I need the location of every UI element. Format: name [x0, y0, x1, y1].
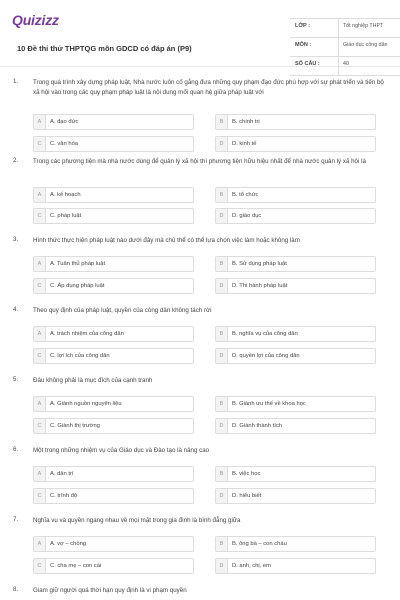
option-letter: B — [216, 188, 228, 202]
question-text: Một trong những nhiệm vụ của Giáo dục và Đào tạo là nâng cao — [33, 447, 210, 454]
option-a[interactable] — [33, 187, 194, 203]
option-text: D. giáo dục — [232, 213, 262, 219]
option-letter: A — [34, 115, 46, 129]
option-text: C. pháp luật — [50, 213, 82, 219]
option-letter: D — [216, 419, 228, 433]
option-d[interactable] — [215, 208, 376, 224]
option-text: B. chính trị — [232, 119, 260, 125]
option-letter: A — [34, 257, 46, 271]
option-letter: D — [216, 209, 228, 223]
option-text: B. tổ chức — [232, 192, 259, 198]
question-text: Trong các phương tiện mà nhà nước dùng để quản lý xã hội thì phương tiện hữu hiệu nhất để nhà nước quản lý xã hội là — [33, 158, 366, 165]
option-text: B. việc học — [232, 471, 261, 477]
option-text: B. ông bà – con cháu — [232, 541, 287, 547]
meta-key: LỚP : — [295, 23, 310, 29]
option-text: C. văn hóa — [50, 141, 79, 147]
option-text: A. trách nhiệm của công dân — [50, 331, 124, 337]
option-letter: D — [216, 489, 228, 503]
option-text: D. quyền lợi của công dân — [232, 353, 300, 359]
option-d[interactable] — [215, 348, 376, 364]
option-letter: B — [216, 327, 228, 341]
question-text: Hình thức thực hiện pháp luật nào dưới đây mà chủ thể có thể lựa chọn việc làm hoặc không làm — [33, 237, 300, 244]
option-letter: B — [216, 397, 228, 411]
option-letter: A — [34, 467, 46, 481]
option-letter: D — [216, 349, 228, 363]
meta-key: SỐ CÂU : — [295, 61, 320, 67]
option-text: A. dân trí — [50, 471, 74, 477]
option-text: C. Áp dụng pháp luật — [50, 283, 105, 289]
option-letter: B — [216, 537, 228, 551]
option-letter: D — [216, 559, 228, 573]
option-text: D. kinh tế — [232, 141, 257, 147]
option-letter: C — [34, 279, 46, 293]
option-c[interactable] — [33, 136, 194, 152]
page-title: 10 Đề thi thử THPTQG môn GDCD có đáp án (P9) — [17, 44, 192, 53]
option-text: C. Giành thị trường — [50, 423, 100, 429]
option-b[interactable] — [215, 114, 376, 130]
option-text: A. vợ – chồng — [50, 541, 87, 547]
option-a[interactable] — [33, 536, 194, 552]
meta-table — [290, 18, 400, 76]
option-a[interactable] — [33, 326, 194, 342]
option-c[interactable] — [33, 418, 194, 434]
question-text: Nghĩa vụ và quyền ngang nhau về mọi mặt trong gia đình là bình đẳng giữa — [33, 517, 241, 524]
option-text: C. lợi ích của công dân — [50, 353, 110, 359]
option-d[interactable] — [215, 136, 376, 152]
option-a[interactable] — [33, 256, 194, 272]
question-number: 3. — [13, 236, 19, 243]
question-text: Trong quá trình xây dựng pháp luật, Nhà nước luôn cố gắng đưa những quy phạm đạo đức phù hợp với sự phát triển và tiến bộ xã hội vào trong các quy phạm pháp luật là nội dung mối quan hệ giữa pháp luật với — [33, 79, 384, 96]
meta-row-subject — [290, 38, 400, 57]
option-letter: D — [216, 137, 228, 151]
option-text: B. Giành ưu thế về khoa học — [232, 401, 306, 407]
option-d[interactable] — [215, 278, 376, 294]
option-b[interactable] — [215, 466, 376, 482]
meta-value: 40 — [343, 61, 349, 67]
question-text: Theo quy định của pháp luật, quyền của công dân không tách rời — [33, 307, 212, 314]
option-text: B. Sử dụng pháp luật — [232, 261, 287, 267]
option-d[interactable] — [215, 418, 376, 434]
header-divider — [0, 66, 400, 67]
option-d[interactable] — [215, 488, 376, 504]
option-text: D. anh, chị, em — [232, 563, 271, 569]
option-b[interactable] — [215, 396, 376, 412]
option-text: A. Giành nguồn nguyên liệu — [50, 401, 122, 407]
question-text: Giam giữ người quá thời hạn quy định là vi phạm quyền — [33, 587, 187, 594]
option-c[interactable] — [33, 348, 194, 364]
option-letter: A — [34, 397, 46, 411]
option-text: C. cha mẹ – con cái — [50, 563, 102, 569]
option-c[interactable] — [33, 278, 194, 294]
option-letter: D — [216, 279, 228, 293]
option-c[interactable] — [33, 558, 194, 574]
option-a[interactable] — [33, 466, 194, 482]
quizizz-logo: Quizizz — [12, 12, 59, 28]
question-number: 8. — [13, 586, 19, 593]
option-c[interactable] — [33, 208, 194, 224]
option-letter: A — [34, 537, 46, 551]
option-letter: C — [34, 209, 46, 223]
question-number: 7. — [13, 516, 19, 523]
option-letter: C — [34, 559, 46, 573]
option-a[interactable] — [33, 114, 194, 130]
meta-row-class — [290, 18, 400, 38]
question-number: 4. — [13, 306, 19, 313]
question-text: Đâu không phải là mục đích của cạnh tranh — [33, 377, 153, 384]
option-letter: A — [34, 327, 46, 341]
option-letter: B — [216, 115, 228, 129]
question-number: 1. — [13, 78, 19, 85]
header — [11, 8, 391, 67]
option-letter: C — [34, 419, 46, 433]
option-b[interactable] — [215, 326, 376, 342]
option-d[interactable] — [215, 558, 376, 574]
meta-key: MÔN : — [295, 42, 312, 48]
option-text: C. trình độ — [50, 493, 78, 499]
option-text: A. đạo đức — [50, 119, 79, 125]
option-b[interactable] — [215, 536, 376, 552]
option-text: A. kế hoạch — [50, 192, 81, 198]
option-b[interactable] — [215, 187, 376, 203]
option-text: B. nghĩa vụ của công dân — [232, 331, 298, 337]
meta-value: Tốt nghiệp THPT — [343, 23, 384, 29]
question-number: 2. — [13, 157, 19, 164]
option-letter: B — [216, 257, 228, 271]
option-letter: C — [34, 489, 46, 503]
question-number: 6. — [13, 446, 19, 453]
option-text: D. hiểu biết — [232, 493, 262, 499]
option-letter: A — [34, 188, 46, 202]
option-a[interactable] — [33, 396, 194, 412]
option-b[interactable] — [215, 256, 376, 272]
meta-value: Giáo dục công dân — [343, 42, 388, 48]
option-text: D. Giành thành tích — [232, 423, 282, 429]
question-number: 5. — [13, 376, 19, 383]
option-letter: B — [216, 467, 228, 481]
option-c[interactable] — [33, 488, 194, 504]
option-letter: C — [34, 137, 46, 151]
option-text: A. Tuân thủ pháp luật — [50, 261, 106, 267]
option-letter: C — [34, 349, 46, 363]
option-text: D. Thi hành pháp luật — [232, 283, 288, 289]
